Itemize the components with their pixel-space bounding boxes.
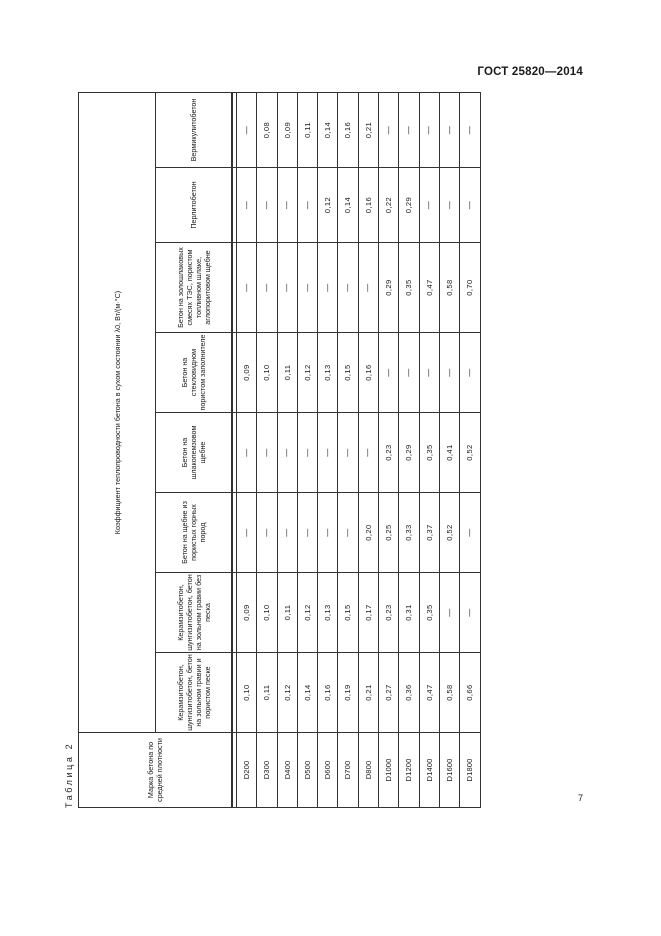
- density-mark-cell: D1200: [399, 733, 419, 808]
- value-cell: 0,10: [257, 573, 277, 653]
- density-mark-cell: D400: [277, 733, 297, 808]
- value-cell: 0,52: [439, 493, 459, 573]
- table-row: [318, 93, 338, 808]
- value-cell: 0,47: [419, 243, 439, 333]
- value-cell: —: [439, 573, 459, 653]
- value-cell: 0,19: [338, 653, 358, 733]
- value-cell: —: [257, 493, 277, 573]
- value-cell: 0,36: [399, 653, 419, 733]
- density-mark-cell: D800: [358, 733, 378, 808]
- value-cell: 0,16: [358, 168, 378, 243]
- density-mark-cell: D1800: [460, 733, 480, 808]
- value-cell: 0,10: [257, 333, 277, 413]
- value-cell: 0,14: [297, 653, 317, 733]
- value-cell: —: [297, 243, 317, 333]
- value-cell: 0,11: [277, 573, 297, 653]
- density-mark-cell: D300: [257, 733, 277, 808]
- density-mark-cell: D1000: [379, 733, 399, 808]
- value-cell: —: [318, 243, 338, 333]
- column-header: Керамзитобетон, шунгизитобетон, бетон на зольном гравии без песка: [156, 573, 233, 653]
- value-cell: 0,21: [358, 653, 378, 733]
- value-cell: 0,29: [379, 243, 399, 333]
- value-cell: —: [277, 243, 297, 333]
- value-cell: 0,27: [379, 653, 399, 733]
- value-cell: 0,21: [358, 93, 378, 168]
- column-header: Бетон на щебне из пористых горных пород: [156, 493, 233, 573]
- table-row: [237, 93, 257, 808]
- value-cell: 0,29: [399, 168, 419, 243]
- column-header: Бетон на золошлаковых смесях ТЭС, пористом топливном шлаке, аглопоритовом щебне: [156, 243, 233, 333]
- value-cell: 0,11: [257, 653, 277, 733]
- value-cell: 0,20: [358, 493, 378, 573]
- value-cell: 0,15: [338, 333, 358, 413]
- value-cell: 0,10: [237, 653, 257, 733]
- value-cell: 0,52: [460, 413, 480, 493]
- value-cell: —: [237, 93, 257, 168]
- value-cell: 0,12: [297, 333, 317, 413]
- column-header: Бетон на стекловидном пористом заполнителе: [156, 333, 233, 413]
- value-cell: —: [460, 573, 480, 653]
- value-cell: 0,11: [277, 333, 297, 413]
- value-cell: —: [460, 93, 480, 168]
- value-cell: —: [419, 93, 439, 168]
- value-cell: 0,58: [439, 243, 459, 333]
- value-cell: 0,13: [318, 333, 338, 413]
- value-cell: 0,11: [297, 93, 317, 168]
- value-cell: 0,13: [318, 573, 338, 653]
- density-mark-cell: D700: [338, 733, 358, 808]
- value-cell: 0,14: [338, 168, 358, 243]
- value-cell: —: [379, 333, 399, 413]
- value-cell: 0,35: [419, 413, 439, 493]
- table-row: [399, 93, 419, 808]
- value-cell: 0,33: [399, 493, 419, 573]
- value-cell: 0,35: [399, 243, 419, 333]
- density-mark-cell: D1400: [419, 733, 439, 808]
- value-cell: 0,35: [419, 573, 439, 653]
- value-cell: —: [297, 413, 317, 493]
- value-cell: 0,58: [439, 653, 459, 733]
- value-cell: —: [257, 168, 277, 243]
- value-cell: —: [237, 168, 257, 243]
- column-header: Вермикулитобетон: [156, 93, 233, 168]
- table-row: [338, 93, 358, 808]
- table-row: [419, 93, 439, 808]
- value-cell: —: [439, 168, 459, 243]
- table-caption: Таблица 2: [64, 741, 74, 808]
- value-cell: —: [277, 413, 297, 493]
- value-cell: 0,16: [338, 93, 358, 168]
- group-header: Коэффициент теплопроводности бетона в сухом состоянии λ0, Вт/(м·°С): [79, 93, 156, 733]
- value-cell: —: [277, 168, 297, 243]
- density-mark-cell: D1600: [439, 733, 459, 808]
- density-mark-cell: D200: [237, 733, 257, 808]
- value-cell: —: [237, 243, 257, 333]
- value-cell: —: [338, 413, 358, 493]
- value-cell: —: [358, 243, 378, 333]
- value-cell: 0,14: [318, 93, 338, 168]
- value-cell: —: [460, 333, 480, 413]
- value-cell: —: [318, 413, 338, 493]
- value-cell: —: [257, 413, 277, 493]
- value-cell: —: [277, 493, 297, 573]
- value-cell: 0,41: [439, 413, 459, 493]
- page-number: 7: [578, 793, 584, 803]
- table-row: [277, 93, 297, 808]
- value-cell: 0,70: [460, 243, 480, 333]
- table-row: [460, 93, 480, 808]
- value-cell: —: [399, 333, 419, 413]
- value-cell: 0,23: [379, 413, 399, 493]
- table-row: [358, 93, 378, 808]
- value-cell: —: [439, 93, 459, 168]
- value-cell: 0,12: [277, 653, 297, 733]
- value-cell: 0,08: [257, 93, 277, 168]
- value-cell: —: [358, 413, 378, 493]
- value-cell: —: [237, 413, 257, 493]
- column-header: Бетон на шлакопемзовом щебне: [156, 413, 233, 493]
- value-cell: 0,17: [358, 573, 378, 653]
- value-cell: —: [399, 93, 419, 168]
- table-row: [257, 93, 277, 808]
- value-cell: 0,31: [399, 573, 419, 653]
- value-cell: 0,16: [358, 333, 378, 413]
- value-cell: —: [439, 333, 459, 413]
- value-cell: —: [297, 493, 317, 573]
- column-header: Перлитобетон: [156, 168, 233, 243]
- value-cell: —: [379, 93, 399, 168]
- value-cell: —: [257, 243, 277, 333]
- value-cell: 0,47: [419, 653, 439, 733]
- value-cell: —: [419, 333, 439, 413]
- value-cell: 0,15: [338, 573, 358, 653]
- value-cell: —: [460, 168, 480, 243]
- value-cell: 0,12: [297, 573, 317, 653]
- value-cell: —: [338, 493, 358, 573]
- value-cell: 0,29: [399, 413, 419, 493]
- value-cell: —: [419, 168, 439, 243]
- table-row: [439, 93, 459, 808]
- column-header: Керамзитобетон, шунгизитобетон, бетон на зольном гравии и пористом песке: [156, 653, 233, 733]
- mark-column-header: Марка бетона по средней плотности: [79, 733, 233, 808]
- value-cell: 0,09: [237, 333, 257, 413]
- value-cell: 0,09: [277, 93, 297, 168]
- value-cell: 0,25: [379, 493, 399, 573]
- value-cell: 0,16: [318, 653, 338, 733]
- density-mark-cell: D500: [297, 733, 317, 808]
- value-cell: 0,22: [379, 168, 399, 243]
- table-row: [379, 93, 399, 808]
- value-cell: —: [460, 493, 480, 573]
- value-cell: —: [237, 493, 257, 573]
- value-cell: —: [338, 243, 358, 333]
- rotated-table-block: [62, 93, 475, 808]
- value-cell: —: [297, 168, 317, 243]
- density-mark-cell: D600: [318, 733, 338, 808]
- thermal-conductivity-table: [78, 92, 481, 808]
- value-cell: 0,37: [419, 493, 439, 573]
- value-cell: 0,09: [237, 573, 257, 653]
- standard-number: ГОСТ 25820—2014: [477, 66, 583, 78]
- value-cell: 0,12: [318, 168, 338, 243]
- value-cell: 0,66: [460, 653, 480, 733]
- value-cell: —: [318, 493, 338, 573]
- table-row: [297, 93, 317, 808]
- value-cell: 0,23: [379, 573, 399, 653]
